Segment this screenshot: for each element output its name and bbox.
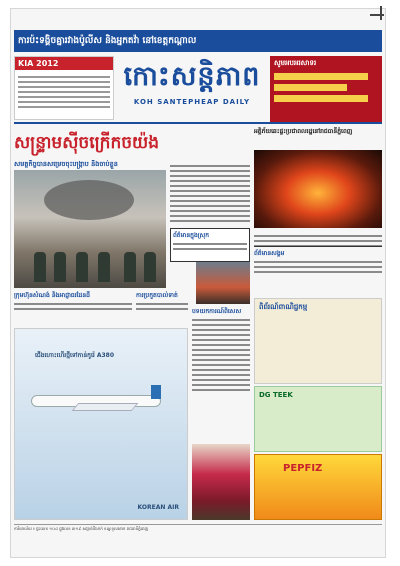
- dancer-photo: [192, 444, 250, 520]
- portrait-photo: [196, 262, 250, 304]
- red-advert: [270, 56, 382, 122]
- center-news-box: [170, 228, 250, 262]
- airline-advert-text: ជើងហោះហើរថ្មីទៅកាន់កូរ៉េ A380: [35, 352, 115, 359]
- pepfiz-advert-title: PEPFIZ: [283, 463, 323, 474]
- story-block-left-title: ក្រុមហ៊ុនសំណង់ និងអាជ្ញាធរដែនដី: [14, 292, 90, 299]
- page-footer: ការិយាល័យ ៖ ផ្ទះលេខ ១០៤ ផ្លូវលេខ ៣១៩ សង្កាត់បឹងកក់ ខណ្ឌទួលគោក រាជធានីភ្នំពេញ: [14, 524, 382, 532]
- fire-headline: អគ្គិភ័យឆេះផ្ទះប្រជាពលរដ្ឋនៅរាជធានីភ្នំពេញ: [254, 128, 353, 135]
- airline-advert: [14, 328, 188, 520]
- kia-advert-body: [15, 70, 113, 114]
- crop-mark: [380, 6, 382, 20]
- story-block-center-title: ការប្រកួតបាល់ទាត់: [136, 292, 178, 299]
- main-news-photo: [14, 170, 166, 288]
- kia-advert: [14, 56, 114, 120]
- story-block-center: [136, 292, 188, 322]
- right-news-box: [254, 246, 382, 294]
- masthead-subtitle: KOH SANTEPHEAP DAILY: [133, 98, 251, 106]
- green-advert-title: DG TEEK: [259, 391, 293, 399]
- masthead-rule: [14, 122, 382, 124]
- green-advert: [254, 386, 382, 452]
- feature-column-title: បទយកការណ៍ពិសេស: [192, 308, 242, 315]
- center-news-box-title: ព័ត៌មានក្នុងស្រុក: [173, 232, 210, 239]
- masthead: [118, 56, 266, 106]
- main-headline: សន្ទ្រាមសុីចក្រើកចយ៉ង: [14, 133, 160, 153]
- event-advert-title: ពិព័រណ៍ពាណិជ្ជកម្ម: [259, 303, 308, 311]
- airline-brand: KOREAN AIR: [137, 504, 179, 511]
- masthead-title: កោះសន្តិភាព: [123, 61, 261, 92]
- kia-advert-title: KIA 2012: [15, 57, 113, 70]
- top-banner: ការប៉ះទង្គិចគ្នារវាងប៉ូលីស និងអ្នកតវ៉ា នៅខេត្តកណ្តាល: [14, 30, 382, 52]
- fire-photo: [254, 150, 382, 228]
- pepfiz-advert: [254, 454, 382, 520]
- right-news-box-title: ព័ត៌មានសង្គម: [254, 250, 285, 257]
- main-subhead: សមត្ថកិច្ចបានសម្រេចចុះបង្ក្រាប និងចាប់ខ្លួន: [14, 160, 118, 168]
- red-advert-title: សូមអបអរសាទរ: [274, 59, 317, 67]
- event-advert: [254, 298, 382, 384]
- story-block-left: [14, 292, 132, 322]
